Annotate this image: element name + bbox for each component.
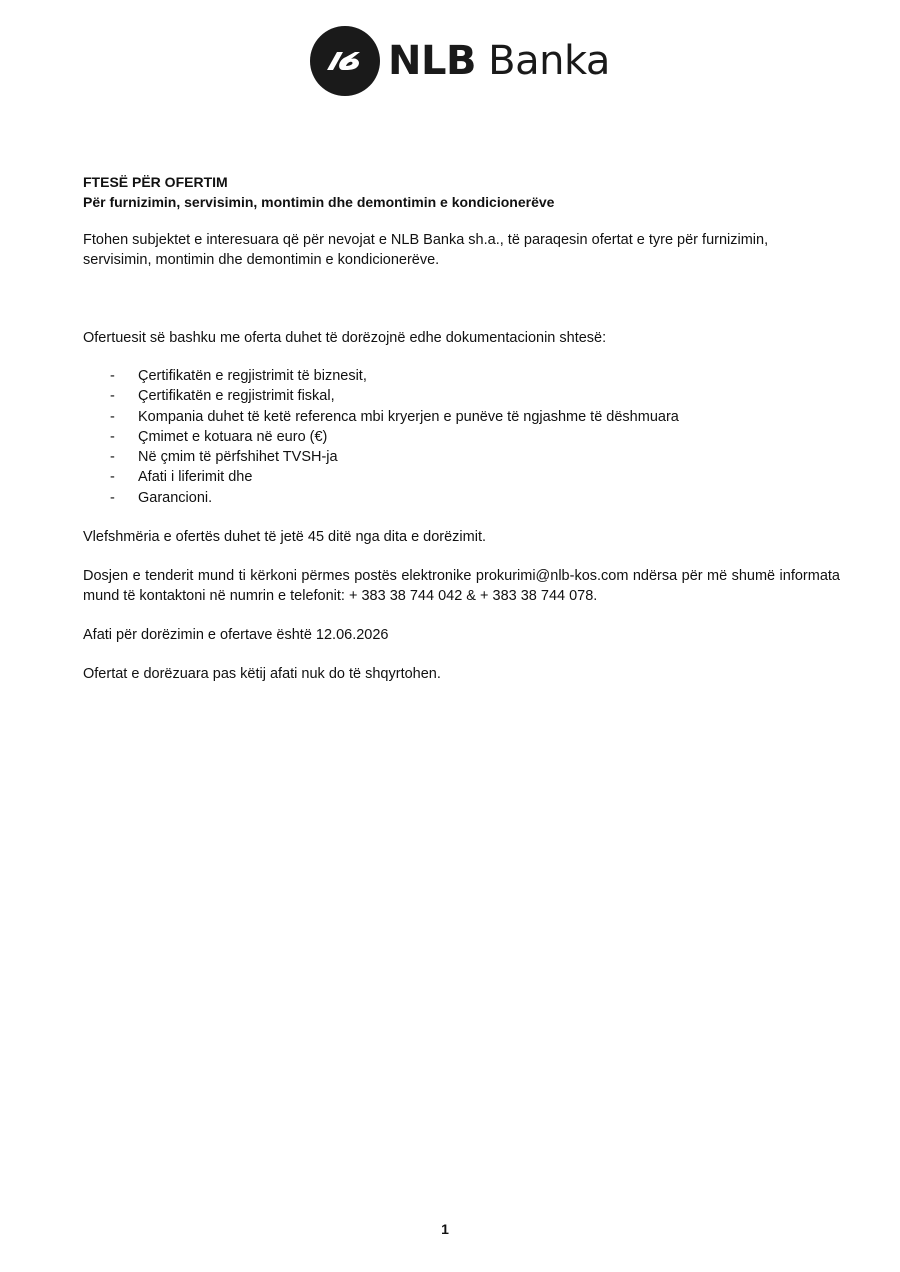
- list-item-text: Kompania duhet të ketë referenca mbi kryerjen e punëve të ngjashme të dëshmuara: [138, 408, 679, 425]
- document-body: [83, 172, 840, 684]
- logo-text-regular: Banka: [475, 38, 610, 84]
- list-item-text: Çertifikatën e regjistrimit fiskal,: [138, 388, 335, 405]
- contact-paragraph: Dosjen e tenderit mund ti kërkoni përmes postës elektronike prokurimi@nlb-kos.com ndërsa për më shumë informata mund të kontaktoni në numrin e telefonit: + 383 38 744 042 & + 383 38 744 078.: [83, 568, 840, 605]
- list-item: [83, 427, 840, 447]
- bullet-dash: -: [110, 408, 115, 425]
- logo-wordmark: [388, 38, 610, 84]
- list-item-text: Çmimet e kotuara në euro (€): [138, 428, 328, 445]
- document-title: FTESË PËR OFERTIM: [83, 174, 228, 190]
- list-item-text: Garancioni.: [138, 489, 213, 506]
- requirements-list: [83, 366, 840, 508]
- nlb-logo-mark-icon: [310, 26, 380, 96]
- page-number: 1: [441, 1221, 449, 1237]
- list-item: [83, 467, 840, 487]
- list-item: [83, 488, 840, 508]
- deadline-paragraph: Afati për dorëzimin e ofertave është 12.06.2026: [83, 627, 389, 644]
- bullet-dash: -: [110, 489, 115, 506]
- list-item-text: Në çmim të përfshihet TVSH-ja: [138, 449, 338, 466]
- intro-paragraph: Ftohen subjektet e interesuara që për nevojat e NLB Banka sh.a., të paraqesin ofertat e tyre për furnizimin, servisimin, montimin dhe demontimin e kondicionerëve.: [83, 232, 769, 268]
- logo-text-bold: NLB: [388, 38, 476, 84]
- bullet-dash: -: [110, 368, 115, 384]
- late-notice-paragraph: Ofertat e dorëzuara pas këtij afati nuk do të shqyrtohen.: [83, 666, 441, 683]
- nlb-logo: [310, 26, 610, 96]
- list-item: [83, 407, 840, 427]
- list-item: [83, 386, 840, 406]
- documentation-intro: Ofertuesit së bashku me oferta duhet të dorëzojnë edhe dokumentacionin shtesë:: [83, 330, 607, 346]
- bullet-dash: -: [110, 469, 115, 486]
- validity-paragraph: Vlefshmëria e ofertës duhet të jetë 45 ditë nga dita e dorëzimit.: [83, 529, 487, 546]
- list-item-text: Afati i liferimit dhe: [138, 469, 253, 486]
- document-subtitle: Për furnizimin, servisimin, montimin dhe demontimin e kondicionerëve: [83, 194, 555, 210]
- bullet-dash: -: [110, 428, 115, 445]
- list-item: [83, 447, 840, 467]
- bullet-dash: -: [110, 449, 115, 466]
- list-item-text: Çertifikatën e regjistrimit të biznesit,: [138, 368, 367, 384]
- bullet-dash: -: [110, 388, 115, 405]
- list-item: [83, 366, 840, 386]
